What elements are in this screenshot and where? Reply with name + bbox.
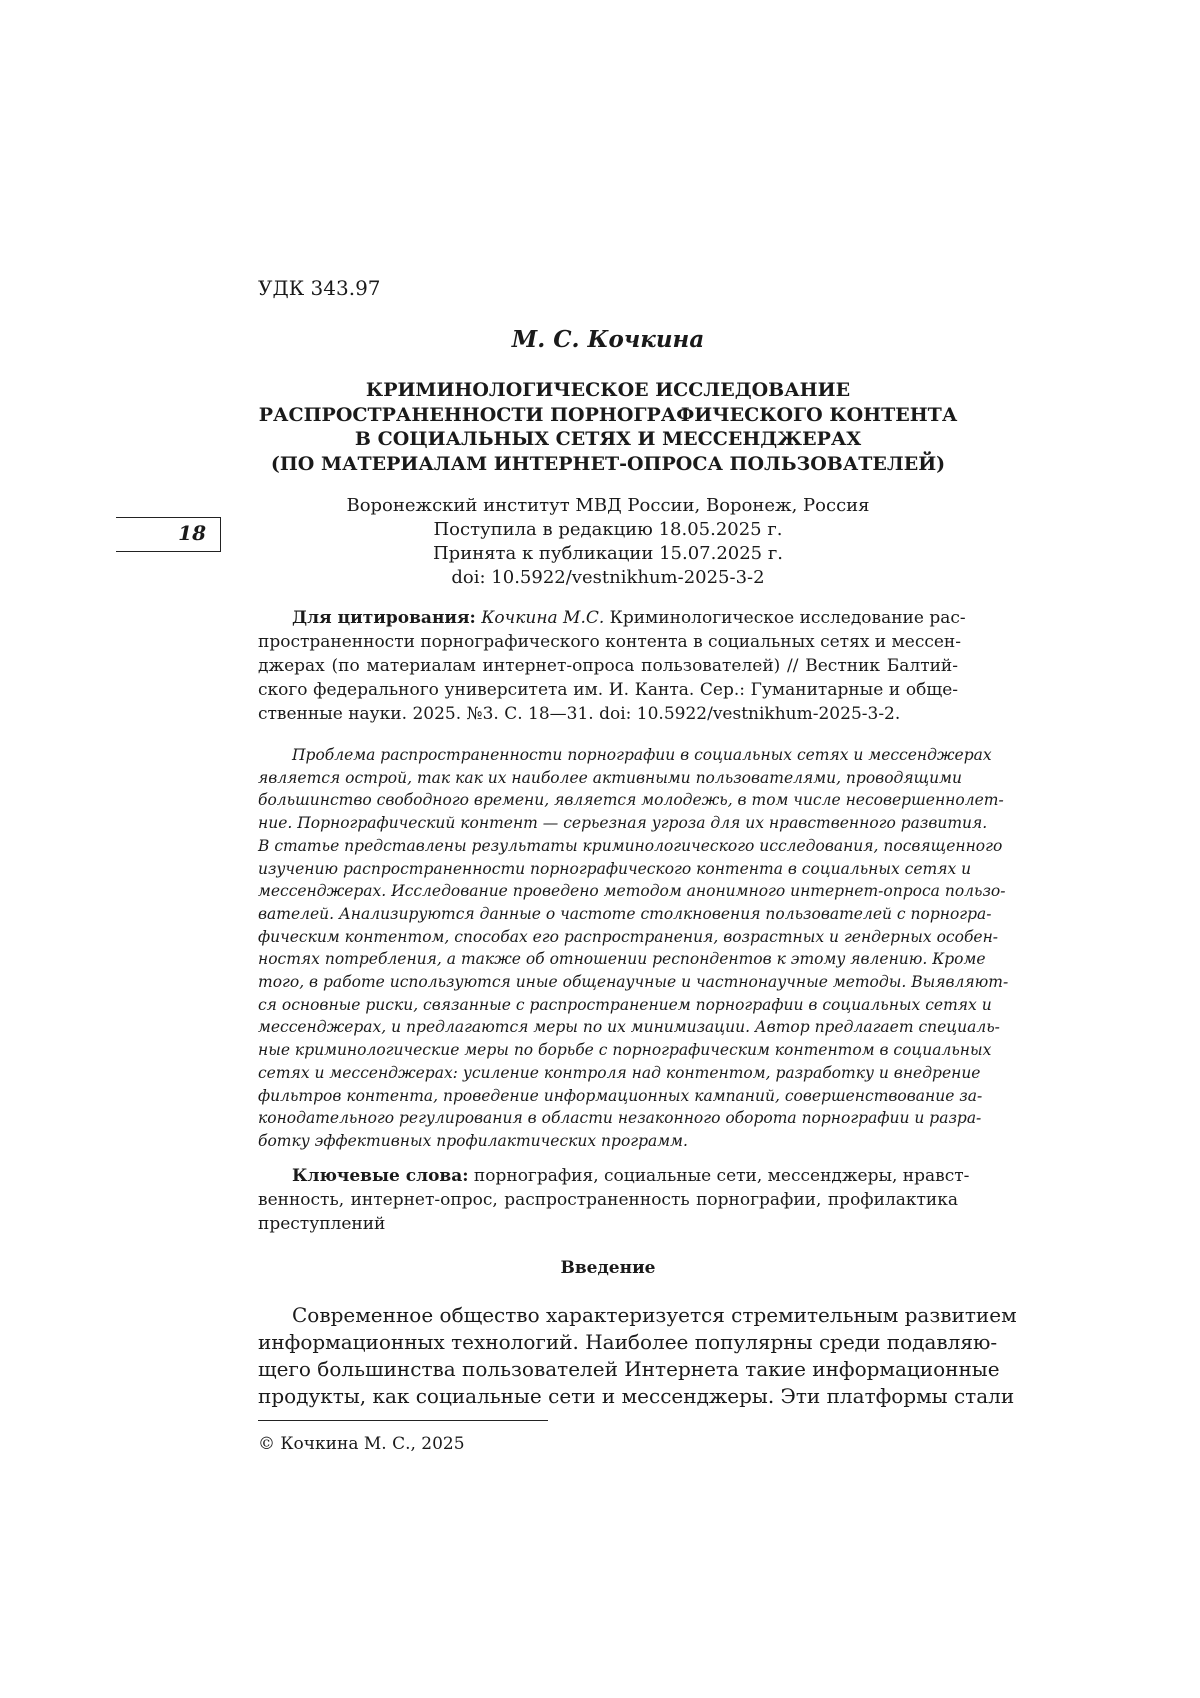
citation-text: Криминологическое исследование рас- — [604, 608, 966, 628]
keywords-block — [258, 1164, 970, 1236]
keywords-label: Ключевые слова: — [292, 1166, 469, 1186]
intro-line: информационных технологий. Наиболее популярны среди подавляю- — [258, 1330, 998, 1354]
abstract-line: Проблема распространенности порнографии в социальных сетях и мессенджерах — [292, 746, 992, 764]
copyright-notice: © Кочкина М. С., 2025 — [258, 1434, 465, 1454]
abstract-line: является острой, так как их наиболее активными пользователями, проводящими — [258, 768, 962, 787]
intro-line: Современное общество характеризуется стремительным развитием — [292, 1303, 1017, 1327]
page-number: 18 — [178, 521, 206, 545]
footnote-divider — [258, 1420, 548, 1421]
abstract-line: мессенджерах. Исследование проведено методом анонимного интернет-опроса пользо- — [258, 882, 1006, 901]
received-date: Поступила в редакцию 18.05.2025 г. — [433, 519, 783, 540]
abstract-line: мессенджерах, и предлагаются меры по их минимизации. Автор предлагает специаль- — [258, 1018, 1000, 1037]
abstract-line: фильтров контента, проведение информационных кампаний, совершенствование за- — [258, 1086, 983, 1105]
keywords-line — [258, 1164, 970, 1188]
article-meta — [258, 494, 958, 590]
abstract-line: конодательного регулирования в области незаконного оборота порнографии и разра- — [258, 1109, 982, 1128]
citation-block — [258, 606, 966, 726]
abstract-line: ные криминологические меры по борьбе с порнографическим контентом в социальных — [258, 1041, 992, 1060]
abstract-line: сетях и мессенджерах: усиление контроля над контентом, разработку и внедрение — [258, 1063, 981, 1082]
abstract-line: ностях потребления, а также об отношении респондентов к этому явлению. Кроме — [258, 950, 986, 969]
page-number-box — [116, 517, 221, 552]
abstract-line: ботку эффективных профилактических программ. — [258, 1131, 688, 1150]
title-line: (ПО МАТЕРИАЛАМ ИНТЕРНЕТ-ОПРОСА ПОЛЬЗОВАТЕЛЕЙ) — [270, 452, 946, 475]
keywords-line: преступлений — [258, 1214, 386, 1234]
citation-line: ственные науки. 2025. №3. С. 18—31. doi: 10.5922/vestnikhum-2025-3-2. — [258, 704, 901, 724]
citation-label: Для цитирования: — [292, 608, 476, 628]
abstract — [258, 744, 1009, 1153]
citation-line: ского федерального университета им. И. Канта. Сер.: Гуманитарные и обще- — [258, 680, 958, 700]
article-title — [258, 378, 958, 476]
abstract-line: изучению распространенности порнографического контента в социальных сетях и — [258, 859, 972, 878]
doi[interactable]: doi: 10.5922/vestnikhum-2025-3-2 — [451, 567, 765, 588]
abstract-line: ся основные риски, связанные с распространением порнографии в социальных сетях и — [258, 995, 992, 1014]
citation-line: пространенности порнографического контента в социальных сетях и мессен- — [258, 632, 962, 652]
abstract-line: фическим контентом, способах его распространения, возрастных и гендерных особен- — [258, 927, 999, 946]
author-name: М. С. Кочкина — [511, 326, 705, 353]
accepted-date: Принята к публикации 15.07.2025 г. — [432, 543, 783, 564]
title-line: В СОЦИАЛЬНЫХ СЕТЯХ И МЕССЕНДЖЕРАХ — [354, 428, 862, 450]
abstract-line: В статье представлены результаты криминологического исследования, посвященного — [258, 836, 1003, 855]
intro-line: продукты, как социальные сети и мессенджеры. Эти платформы стали — [258, 1384, 1015, 1408]
affiliation: Воронежский институт МВД России, Воронеж, Россия — [346, 495, 870, 516]
section-heading: Введение — [560, 1258, 656, 1278]
title-line: РАСПРОСТРАНЕННОСТИ ПОРНОГРАФИЧЕСКОГО КОНТЕНТА — [258, 403, 958, 426]
intro-line: щего большинства пользователей Интернета такие информационные — [258, 1357, 1000, 1381]
keywords-line: венность, интернет-опрос, распространенность порнографии, профилактика — [258, 1190, 958, 1210]
citation-line — [258, 606, 966, 630]
citation-line: джерах (по материалам интернет-опроса пользователей) // Вестник Балтий- — [258, 656, 958, 676]
title-line: КРИМИНОЛОГИЧЕСКОЕ ИССЛЕДОВАНИЕ — [365, 379, 851, 401]
keywords-text: порнография, социальные сети, мессенджеры, нравст- — [468, 1166, 970, 1186]
udc-code: УДК 343.97 — [258, 276, 381, 300]
abstract-line: большинство свободного времени, является молодежь, в том числе несовершеннолет- — [258, 791, 1004, 810]
abstract-line: вателей. Анализируются данные о частоте столкновения пользователей с порногра- — [258, 904, 992, 923]
abstract-line: ние. Порнографический контент — серьезная угроза для их нравственного развития. — [258, 814, 988, 833]
citation-author: Кочкина М.С. — [481, 608, 605, 628]
intro-paragraph — [258, 1302, 1017, 1410]
abstract-line: того, в работе используются иные общенаучные и частнонаучные методы. Выявляют- — [258, 973, 1009, 992]
